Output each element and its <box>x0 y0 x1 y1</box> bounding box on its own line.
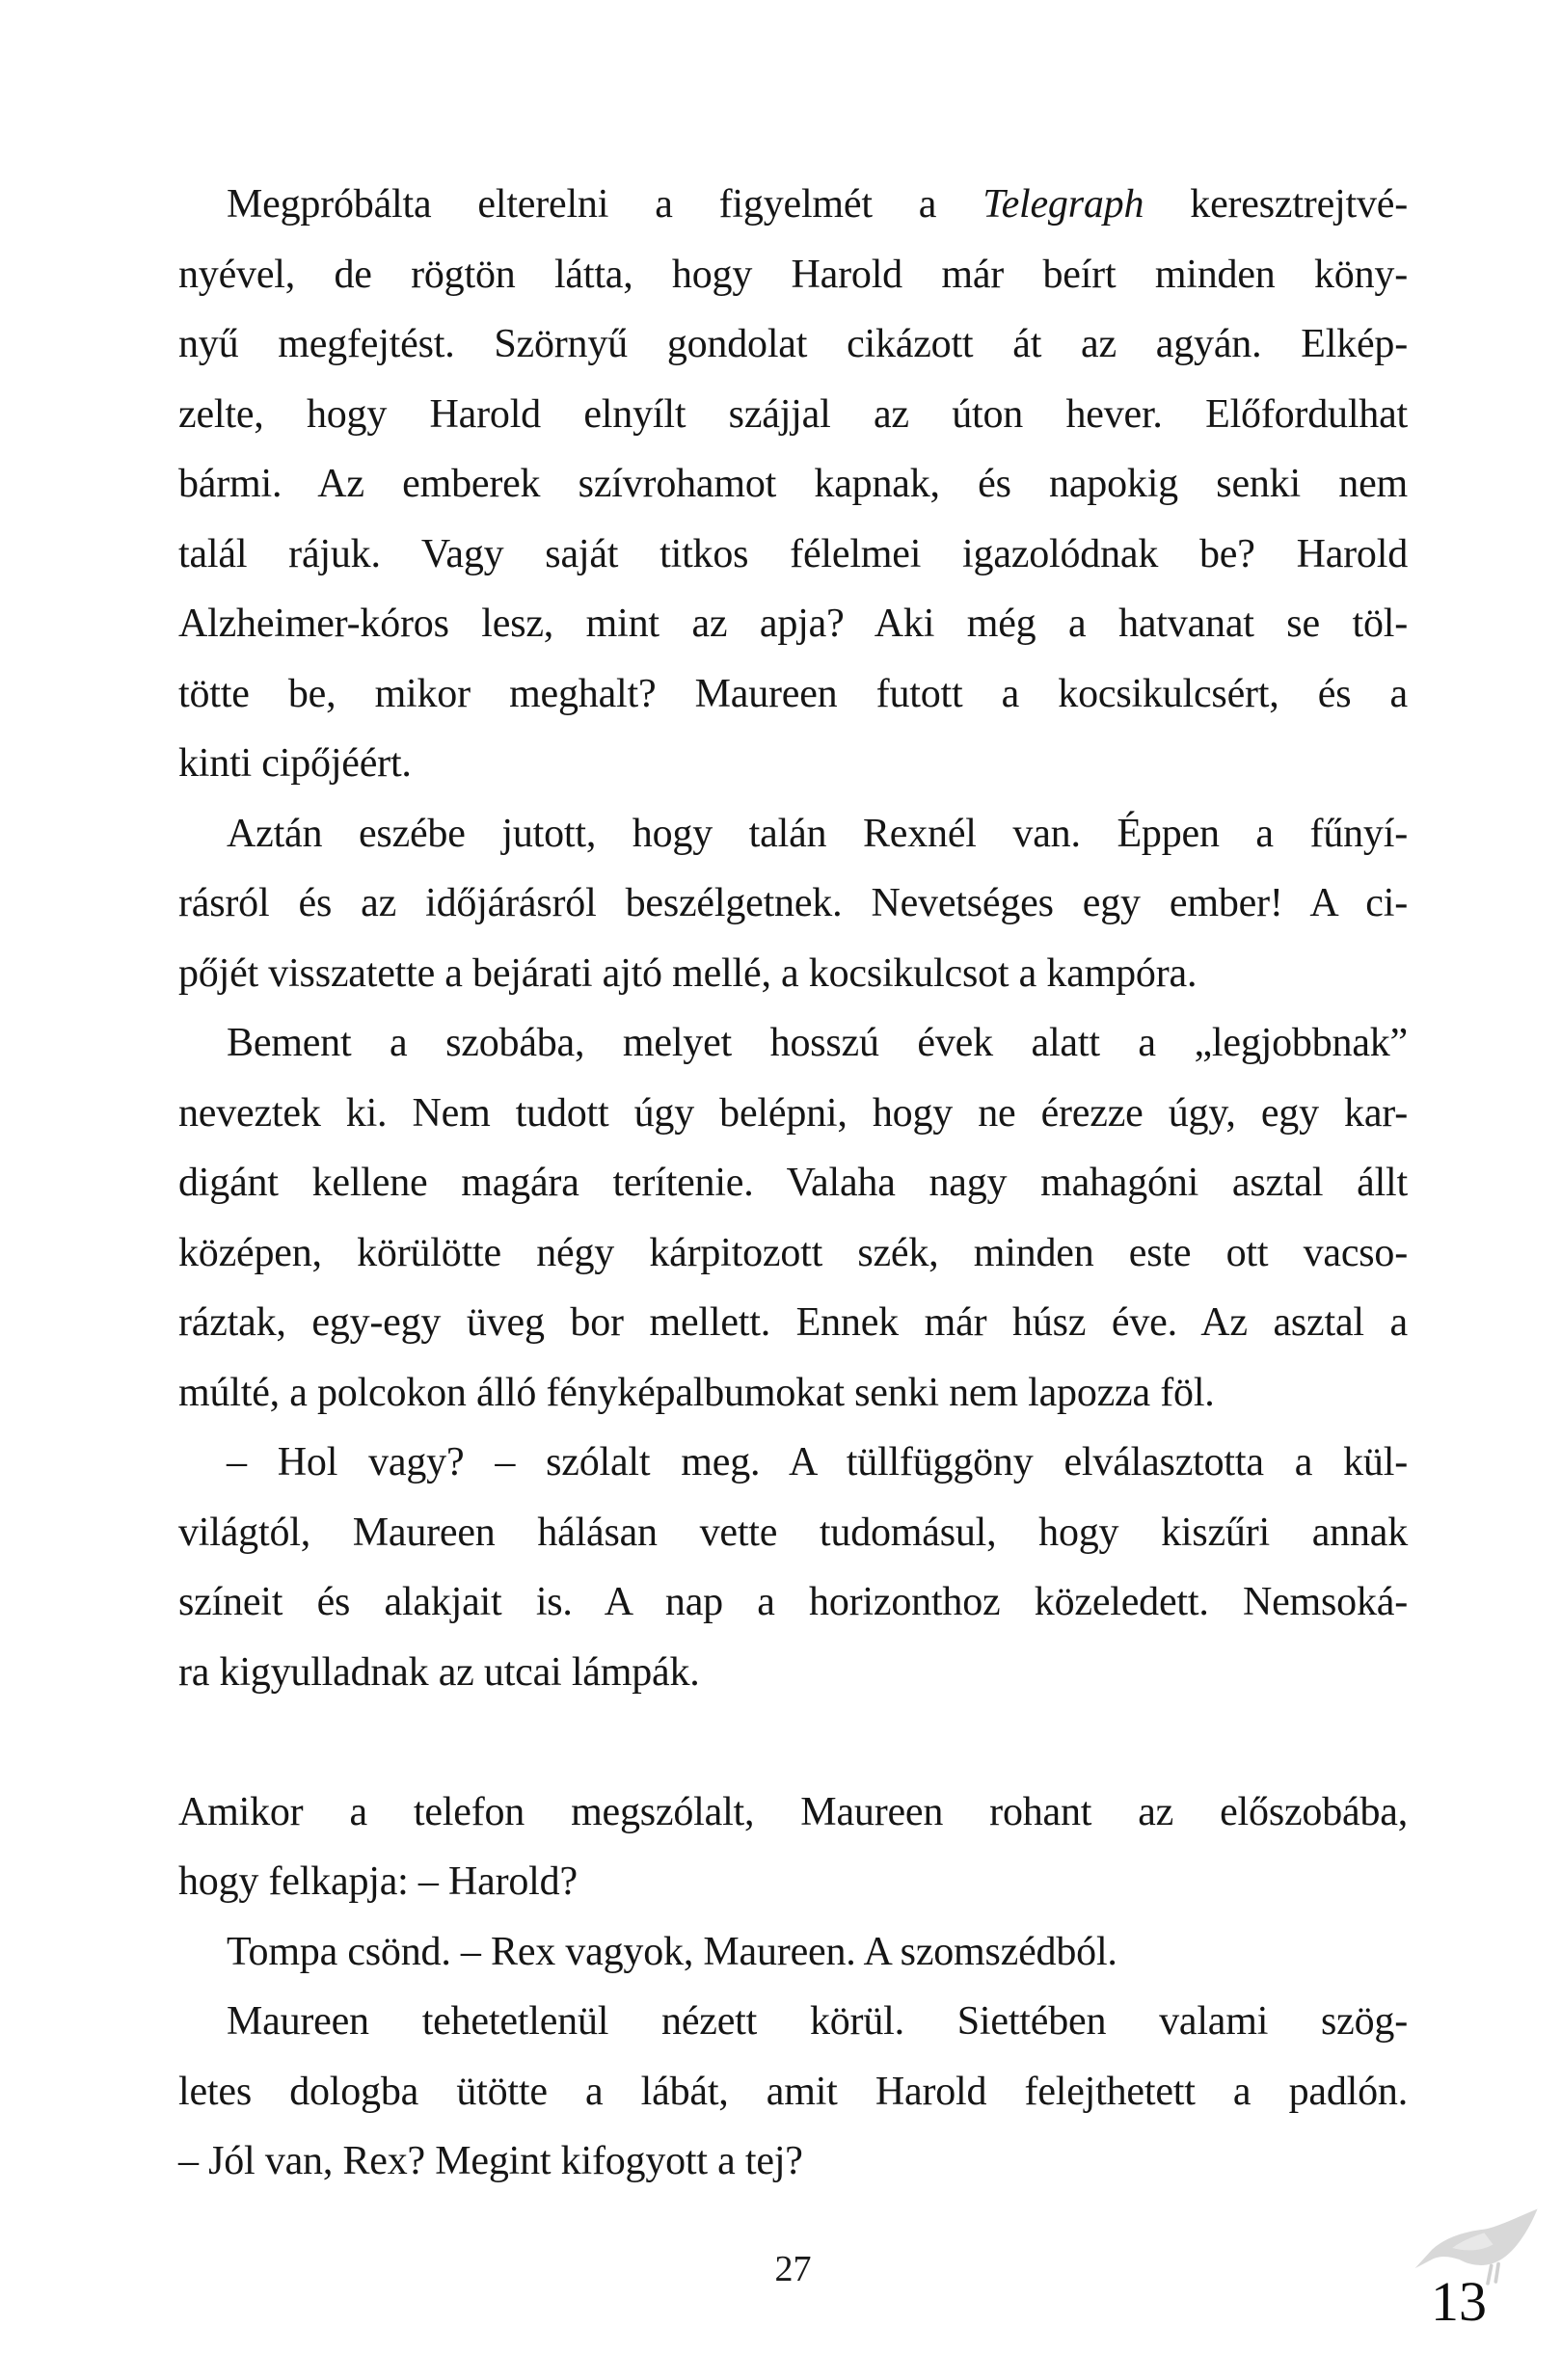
text-line: nyével, de rögtön látta, hogy Harold már beírt minden köny- <box>178 252 1408 297</box>
text-line: neveztek ki. Nem tudott úgy belépni, hogy ne érezze úgy, egy kar- <box>178 1090 1408 1136</box>
text-line: világtól, Maureen hálásan vette tudomásul, hogy kiszűri annak <box>178 1510 1408 1555</box>
text-line: színeit és alakjait is. A nap a horizonthoz közeledett. Nemsoká- <box>178 1580 1408 1624</box>
text-line: hogy felkapja: – Harold? <box>178 1859 578 1904</box>
body-text <box>178 170 1408 2197</box>
text-line: – Hol vagy? – szólalt meg. A tüllfüggöny elválasztotta a kül- <box>227 1440 1408 1484</box>
text-line: Aztán eszébe jutott, hogy talán Rexnél van. Éppen a fűnyí- <box>227 811 1408 856</box>
text-line: letes dologba ütötte a lábát, amit Harold felejthetett a padlón. <box>178 2069 1408 2114</box>
text-line <box>178 170 1408 240</box>
text-line: középen, körülötte négy kárpitozott szék, minden este ott vacso- <box>178 1230 1408 1275</box>
text-line: digánt kellene magára terítenie. Valaha nagy mahagóni asztal állt <box>178 1161 1408 1205</box>
text-line: tötte be, mikor meghalt? Maureen futott a kocsikulcsért, és a <box>178 671 1408 716</box>
text-line: pőjét visszatette a bejárati ajtó mellé, a kocsikulcsot a kampóra. <box>178 950 1198 996</box>
text-line: ra kigyulladnak az utcai lámpák. <box>178 1649 700 1695</box>
text-line: Alzheimer-kóros lesz, mint az apja? Aki még a hatvanat se töl- <box>178 602 1408 646</box>
text-line: Tompa csönd. – Rex vagyok, Maureen. A szomszédból. <box>227 1929 1117 1974</box>
text-line: Bement a szobába, melyet hosszú évek alatt a „legjobbnak” <box>227 1021 1408 1065</box>
text-line: múlté, a polcokon álló fényképalbumokat senki nem lapozza föl. <box>178 1370 1215 1415</box>
line1-pre: Megpróbálta elterelni a figyelmét a <box>227 182 983 227</box>
text-line: rásról és az időjárásról beszélgetnek. Nevetséges egy ember! A ci- <box>178 881 1408 925</box>
line1-post: keresztrejtvé- <box>1144 182 1408 227</box>
text-line: bármi. Az emberek szívrohamot kapnak, és napokig senki nem <box>178 462 1408 506</box>
text-line: ráztak, egy-egy üveg bor mellett. Ennek már húsz éve. Az asztal a <box>178 1300 1408 1345</box>
text-line: talál rájuk. Vagy saját titkos félelmei igazolódnak be? Harold <box>178 531 1408 576</box>
page-number: 27 <box>774 2249 812 2289</box>
text-line: kinti cipőjéért. <box>178 741 412 786</box>
text-line: Maureen tehetetlenül nézett körül. Siettében valami szög- <box>227 1999 1408 2044</box>
text-line: – Jól van, Rex? Megint kifogyott a tej? <box>178 2139 803 2183</box>
text-line: Amikor a telefon megszólalt, Maureen rohant az előszobába, <box>178 1789 1408 1834</box>
chapter-number: 13 <box>1431 2270 1487 2333</box>
text-line: nyű megfejtést. Szörnyű gondolat cikázott át az agyán. Elkép- <box>178 322 1408 366</box>
text-line: zelte, hogy Harold elnyílt szájjal az úton hever. Előfordulhat <box>178 391 1408 437</box>
section-break <box>178 1707 1408 1778</box>
telegraph-italic: Telegraph <box>982 182 1144 227</box>
